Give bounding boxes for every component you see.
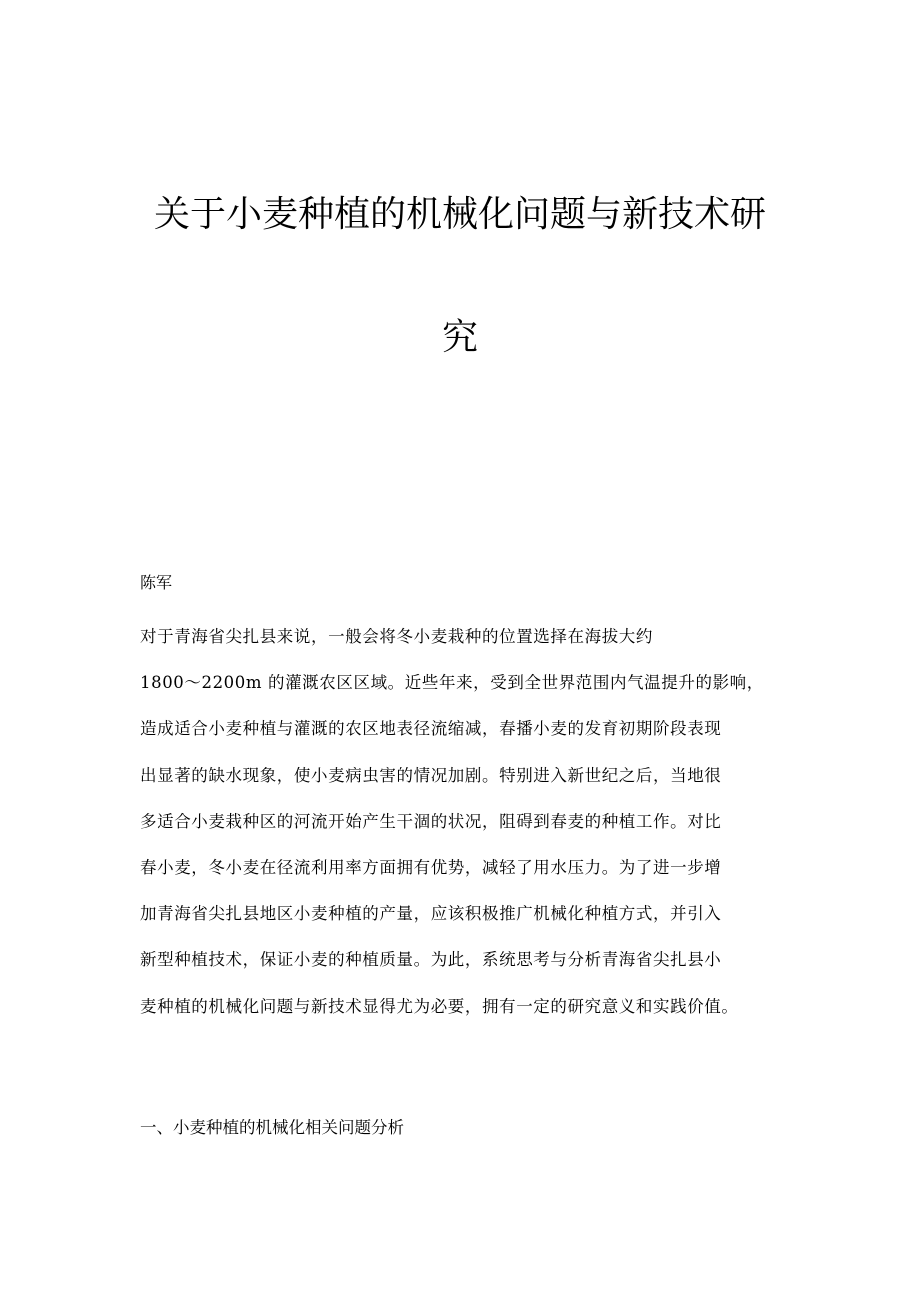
document-title-line-2: 究	[441, 317, 478, 358]
document-title-line-1: 关于小麦种植的机械化问题与新技术研	[153, 194, 766, 235]
intro-paragraph	[140, 626, 800, 1042]
paragraph-line: 麦种植的机械化问题与新技术显得尤为必要，拥有一定的研究意义和实践价值。	[140, 996, 739, 1016]
paragraph-line: 对于青海省尖扎县来说，一般会将冬小麦栽种的位置选择在海拔大约	[140, 627, 653, 646]
paragraph-line: 新型种植技术，保证小麦的种植质量。为此，系统思考与分析青海省尖扎县小	[140, 950, 722, 970]
paragraph-line: 春小麦，冬小麦在径流利用率方面拥有优势，减轻了用水压力。为了进一步增	[140, 857, 722, 877]
author-name: 陈军	[140, 573, 173, 592]
paragraph-line: 加青海省尖扎县地区小麦种植的产量，应该积极推广机械化种植方式，并引入	[140, 904, 722, 924]
paragraph-line: 出显著的缺水现象，使小麦病虫害的情况加剧。特别进入新世纪之后，当地很	[140, 765, 722, 785]
paragraph-line: 造成适合小麦种植与灌溉的农区地表径流缩减，春播小麦的发育初期阶段表现	[140, 719, 722, 739]
section-heading: 一、小麦种植的机械化相关问题分析	[140, 1118, 404, 1137]
paragraph-line: 多适合小麦栽种区的河流开始产生干涸的状况，阻碍到春麦的种植工作。对比	[140, 811, 722, 831]
paragraph-line: 1800～2200m 的灌溉农区区域。近些年来，受到全世界范围内气温提升的影响，	[140, 673, 764, 693]
